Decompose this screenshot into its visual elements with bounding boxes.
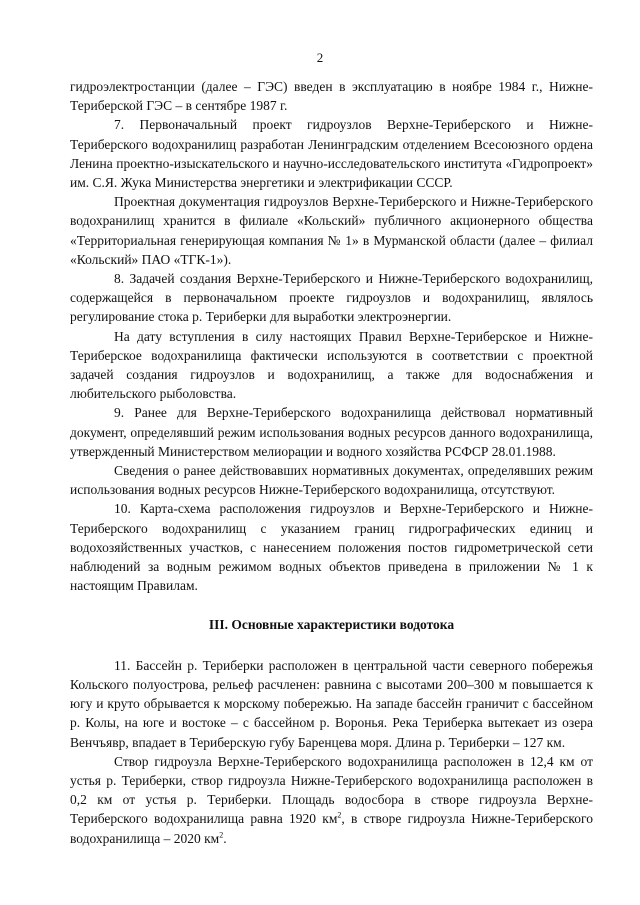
paragraph-9: 9. Ранее для Верхне-Териберского водохранилища действовал нормативный документ, определявший режим использования водных ресурсов данного водохранилища, утвержденный Министерством мелиорации и водного хозяйства РСФСР 28.01.1988. (70, 405, 593, 459)
paragraph-8: 8. Задачей создания Верхне-Териберского и Нижне-Териберского водохранилищ, содержащейся в первоначальном проекте гидроузлов и водохранилищ, являлось регулирование стока р. Териберки для выработки электроэнергии. (70, 271, 593, 325)
paragraph-project-documentation: Проектная документация гидроузлов Верхне-Териберского и Нижне-Териберского водохранилищ хранится в филиале «Кольский» публичного акционерного общества «Территориальная генерирующая компания № 1» в Мурманской области (далее – филиал «Кольский» ПАО «ТГК-1»). (70, 194, 593, 267)
page-number: 2 (316, 50, 324, 65)
paragraph-7: 7. Первоначальный проект гидроузлов Верхне-Териберского и Нижне-Териберского водохранилищ разработан Ленинградским отделением Всесоюзного ордена Ленина проектно-изыскательского и научно-исследовательского института «Гидропроект» им. С.Я. Жука Министерства энергетики и электрификации СССР. (70, 117, 593, 191)
area-unit-superscript-1: 2 (337, 810, 342, 820)
paragraph-dam-location-text-2: , в створе гидроузла Нижне-Териберского водохранилища – 2020 км (70, 811, 593, 846)
area-unit-superscript-2: 2 (219, 830, 224, 840)
paragraph-continuation: гидроэлектростанции (далее – ГЭС) введен в эксплуатацию в ноябре 1984 г., Нижне-Териберской ГЭС – в сентябре 1987 г. (70, 79, 593, 114)
paragraph-dam-location-text-3: . (223, 830, 227, 846)
paragraph-10: 10. Карта-схема расположения гидроузлов и Верхне-Териберского и Нижне-Териберского водохранилищ с указанием границ гидрографических единиц и водохозяйственных участков, с нанесением положения постов гидрометрической сети наблюдений за водным режимом водных объектов приведена в приложении № 1 к настоящим Правилам. (70, 501, 593, 594)
paragraph-previous-documents: Сведения о ранее действовавших нормативных документах, определявших режим использования водных ресурсов Нижне-Териберского водохранилища, отсутствуют. (70, 463, 593, 498)
paragraph-11: 11. Бассейн р. Териберки расположен в центральной части северного побережья Кольского полуострова, рельеф расчленен: равнина с высотами 200–300 м повышается к югу и круто обрывается к морскому побережью. На западе бассейн граничит с бассейном р. Колы, на юге и востоке – с бассейном р. Воронья. Река Териберка вытекает из озера Венчъявр, впадает в Териберскую губу Баренцева моря. Длина р. Териберки – 127 км. (70, 657, 593, 750)
document-body (70, 77, 593, 848)
paragraph-current-use: На дату вступления в силу настоящих Правил Верхне-Териберское и Нижне-Териберское водохранилища фактически используются в соответствии с проектной задачей создания гидроузлов и водохранилищ, а также для водоснабжения и любительского рыболовства. (70, 328, 593, 402)
section-title: III. Основные характеристики водотока (208, 617, 455, 633)
paragraph-dam-location-text-1: Створ гидроузла Верхне-Териберского водохранилища расположен в 12,4 км от устья р. Териберки, створ гидроузла Нижне-Териберского водохранилища расположен в 0,2 км от устья р. Териберки. Площадь водосбора в створе гидроузла Верхне-Териберского водохранилища равна 1920 км (70, 753, 593, 827)
paragraph-dam-location (70, 752, 593, 848)
